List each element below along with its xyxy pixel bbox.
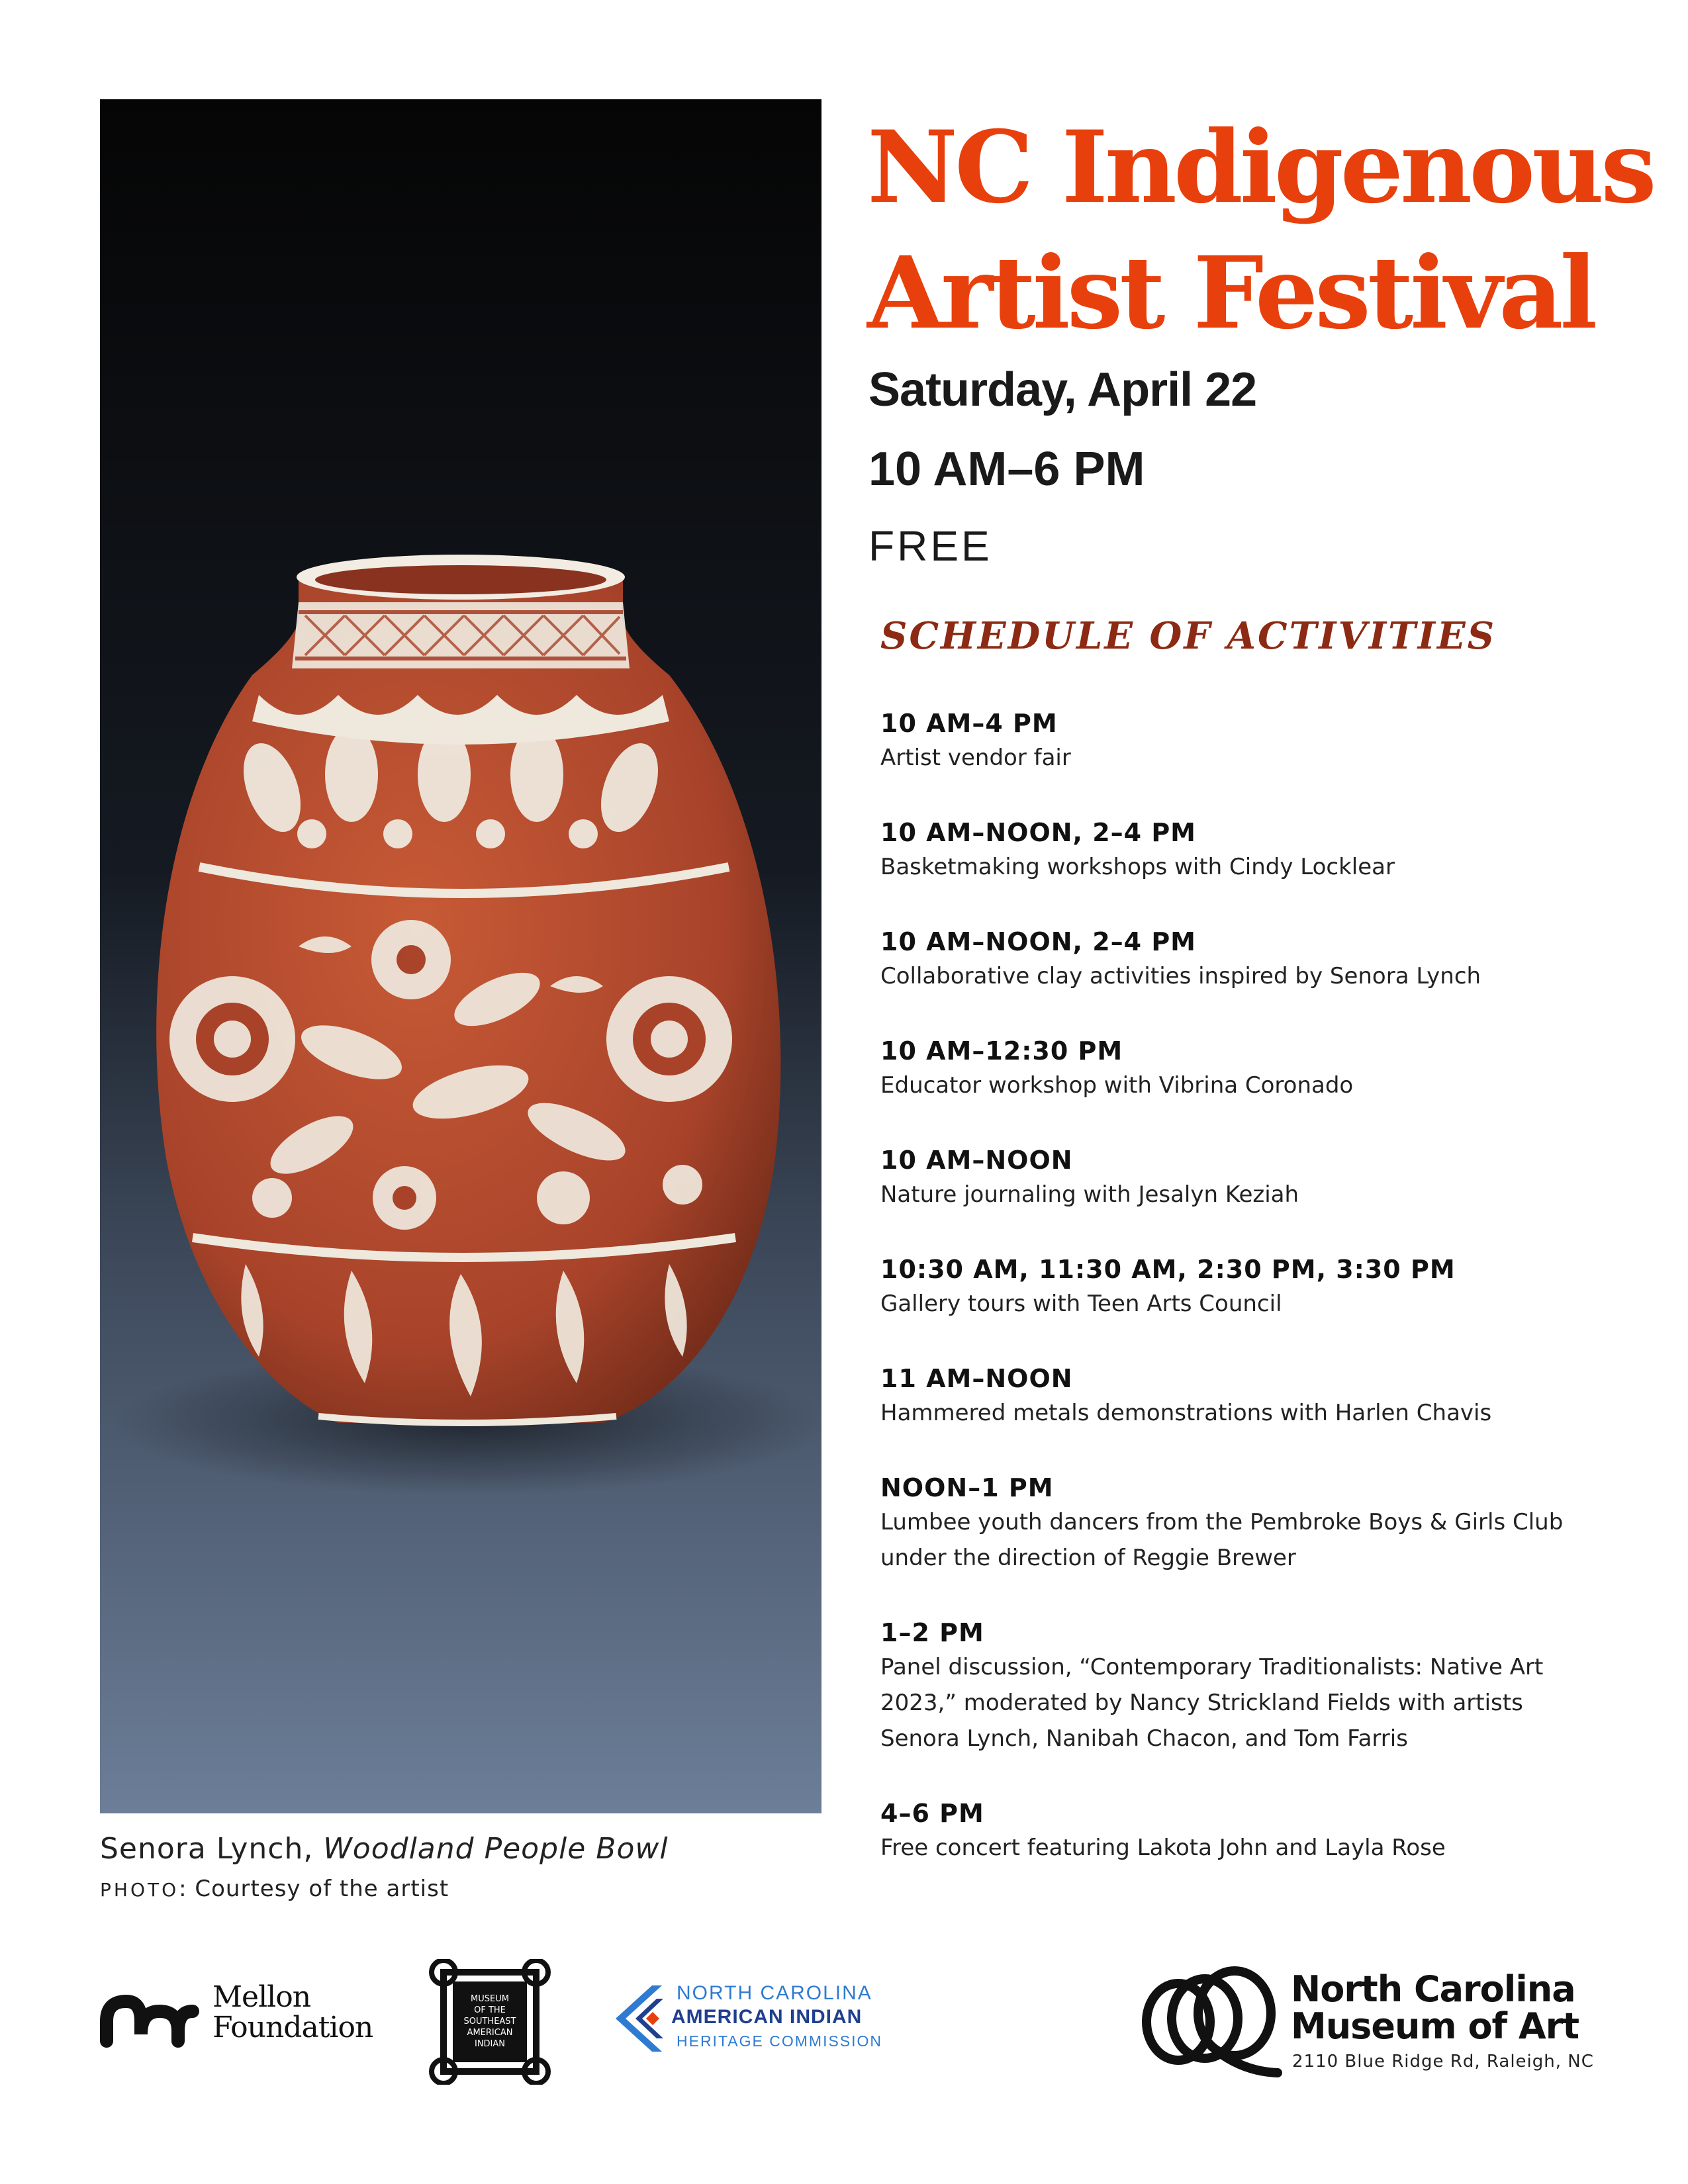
woodland-people-bowl-image [100, 99, 821, 1813]
caption-artist: Senora Lynch, [100, 1832, 324, 1866]
ncma-line1: North Carolina [1291, 1968, 1575, 2010]
ncma-address: 2110 Blue Ridge Rd, Raleigh, NC [1292, 2052, 1594, 2071]
title-line-2: Artist Festival [867, 235, 1595, 351]
schedule-item-time: 10 AM–NOON, 2–4 PM [880, 818, 1196, 847]
schedule-item-description [880, 1395, 1622, 1431]
schedule-item-description-line: Hammered metals demonstrations with Harlen Chavis [880, 1400, 1492, 1426]
schedule-heading: SCHEDULE OF ACTIVITIES [880, 614, 1497, 658]
schedule-item-description-line: under the direction of Reggie Brewer [880, 1545, 1296, 1571]
schedule-item [880, 707, 1622, 776]
museum-southeast-american-indian-logo [424, 1959, 556, 2085]
caption-work-title: Woodland People Bowl [323, 1832, 669, 1866]
schedule-item-time: 10 AM–NOON [880, 1146, 1073, 1175]
ncaih-chevron-icon [616, 1982, 675, 2055]
schedule-list [880, 707, 1622, 1906]
schedule-item [880, 1616, 1622, 1756]
schedule-item [880, 1144, 1622, 1212]
schedule-item [880, 816, 1622, 885]
schedule-item-description-line: Collaborative clay activities inspired by Senora Lynch [880, 963, 1481, 989]
schedule-item-description-line: Artist vendor fair [880, 745, 1071, 771]
schedule-item-time: NOON–1 PM [880, 1473, 1054, 1502]
schedule-item-description-line: Free concert featuring Lakota John and Layla Rose [880, 1835, 1446, 1861]
schedule-item-description-line: Panel discussion, “Contemporary Traditionalists: Native Art [880, 1654, 1544, 1680]
event-price: FREE [868, 522, 992, 570]
schedule-item-time: 1–2 PM [880, 1618, 984, 1647]
photo-credit-text: : Courtesy of the artist [179, 1876, 449, 1902]
mellon-wordmark [212, 1982, 373, 2043]
msai-wordmark [461, 1993, 519, 2050]
schedule-item-description [880, 958, 1622, 994]
schedule-item-description [880, 1286, 1622, 1322]
festival-title [867, 105, 1654, 356]
schedule-item-description [880, 1177, 1622, 1212]
msai-line: SOUTHEAST [463, 2017, 516, 2026]
msai-line: OF THE [474, 2005, 506, 2015]
ncaih-line2: AMERICAN INDIAN [671, 2006, 863, 2028]
nc-american-indian-heritage-commission-logo [616, 1982, 894, 2055]
artwork-caption [100, 1832, 669, 1866]
schedule-item [880, 1471, 1622, 1576]
vase-photo [100, 99, 821, 1813]
schedule-item-description-line: Nature journaling with Jesalyn Keziah [880, 1181, 1299, 1208]
mellon-foundation-logo [100, 1982, 378, 2055]
schedule-item [880, 1797, 1622, 1866]
schedule-item-time: 11 AM–NOON [880, 1364, 1073, 1393]
schedule-item-description [880, 740, 1622, 776]
schedule-item-description-line: 2023,” moderated by Nancy Strickland Fields with artists [880, 1690, 1523, 1716]
msai-line: AMERICAN [467, 2028, 513, 2038]
schedule-item-description [880, 849, 1622, 885]
schedule-item-description-line: Lumbee youth dancers from the Pembroke Boys & Girls Club [880, 1509, 1564, 1535]
photo-label: PHOTO [100, 1879, 179, 1901]
ncma-wordmark [1291, 1968, 1579, 2047]
mellon-line2: Foundation [212, 2011, 373, 2044]
event-date: Saturday, April 22 [868, 363, 1257, 416]
schedule-item-description [880, 1068, 1622, 1103]
schedule-item-description [880, 1830, 1622, 1866]
title-line-1: NC Indigenous [867, 109, 1654, 226]
schedule-item [880, 1034, 1622, 1103]
schedule-item-time: 10 AM–4 PM [880, 709, 1058, 738]
photo-credit [100, 1876, 449, 1902]
schedule-item-description-line: Gallery tours with Teen Arts Council [880, 1291, 1282, 1317]
schedule-item [880, 1362, 1622, 1431]
schedule-item-description [880, 1504, 1622, 1576]
ncma-line2: Museum of Art [1291, 2005, 1579, 2047]
mellon-mark-icon [100, 1985, 206, 2051]
schedule-item-description-line: Educator workshop with Vibrina Coronado [880, 1072, 1354, 1099]
mellon-line1: Mellon [212, 1980, 311, 2014]
schedule-item [880, 925, 1622, 994]
ncaih-line1: NORTH CAROLINA [677, 1982, 872, 2004]
event-hours: 10 AM–6 PM [868, 443, 1145, 496]
ncma-logo [1139, 1966, 1642, 2078]
schedule-item-description-line: Senora Lynch, Nanibah Chacon, and Tom Farris [880, 1725, 1408, 1752]
ncma-loops-icon [1139, 1966, 1284, 2078]
schedule-item-time: 10:30 AM, 11:30 AM, 2:30 PM, 3:30 PM [880, 1255, 1456, 1284]
schedule-item-time: 4–6 PM [880, 1799, 984, 1828]
schedule-item-time: 10 AM–NOON, 2–4 PM [880, 927, 1196, 956]
msai-line: MUSEUM [471, 1994, 509, 2004]
ncaih-line3: HERITAGE COMMISSION [677, 2032, 883, 2050]
schedule-item-description-line: Basketmaking workshops with Cindy Locklear [880, 854, 1395, 880]
schedule-item-description [880, 1649, 1622, 1756]
schedule-item [880, 1253, 1622, 1322]
msai-line: INDIAN [474, 2039, 506, 2049]
schedule-item-time: 10 AM–12:30 PM [880, 1036, 1123, 1066]
